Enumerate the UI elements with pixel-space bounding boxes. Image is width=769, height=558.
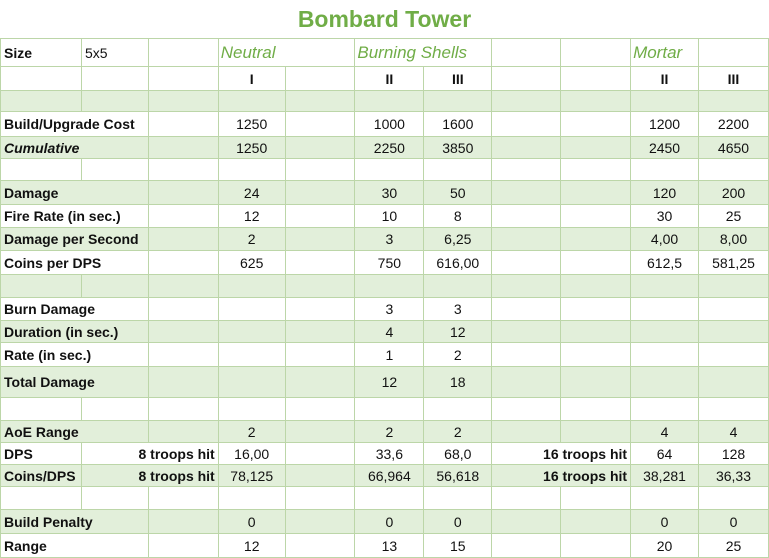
build-penalty-m2: 0 <box>631 510 699 534</box>
aoe-coins-n1: 78,125 <box>218 465 285 487</box>
aoe-coins-m2: 38,281 <box>631 465 699 487</box>
fire-rate-b2: 10 <box>355 205 424 228</box>
range-n1: 12 <box>218 534 285 558</box>
build-cost-m3: 2200 <box>699 112 769 137</box>
aoe-range-n1: 2 <box>218 421 285 443</box>
total-damage-b2: 12 <box>355 367 424 398</box>
aoe-dps-mortar-sub: 16 troops hit <box>492 443 631 465</box>
total-damage-b3: 18 <box>424 367 492 398</box>
build-penalty-b2: 0 <box>355 510 424 534</box>
level-neutral-1: I <box>218 67 285 91</box>
burn-damage-b2: 3 <box>355 298 424 321</box>
build-cost-m2: 1200 <box>631 112 699 137</box>
table-row <box>1 112 769 137</box>
dps-label: Damage per Second <box>1 228 149 251</box>
aoe-range-m3: 4 <box>699 421 769 443</box>
duration-b2: 4 <box>355 321 424 343</box>
aoe-dps-label: DPS <box>1 443 82 465</box>
build-penalty-m3: 0 <box>699 510 769 534</box>
fire-rate-n1: 12 <box>218 205 285 228</box>
table-row <box>1 534 769 558</box>
cumulative-label: Cumulative <box>1 137 149 159</box>
table-row <box>1 465 769 487</box>
size-value: 5x5 <box>81 39 148 67</box>
cumulative-n1: 1250 <box>218 137 285 159</box>
aoe-range-b2: 2 <box>355 421 424 443</box>
table-row <box>1 137 769 159</box>
coins-per-dps-label: Coins per DPS <box>1 251 149 275</box>
aoe-coins-m3: 36,33 <box>699 465 769 487</box>
dps-b3: 6,25 <box>424 228 492 251</box>
fire-rate-b3: 8 <box>424 205 492 228</box>
cumulative-b2: 2250 <box>355 137 424 159</box>
group-mortar: Mortar <box>631 39 699 67</box>
table-row <box>1 343 769 367</box>
aoe-dps-n1: 16,00 <box>218 443 285 465</box>
coins-per-dps-n1: 625 <box>218 251 285 275</box>
table-row <box>1 398 769 421</box>
level-mortar-2: II <box>631 67 699 91</box>
level-burning-2: II <box>355 67 424 91</box>
aoe-dps-m2: 64 <box>631 443 699 465</box>
rate-b3: 2 <box>424 343 492 367</box>
table-row <box>1 181 769 205</box>
dps-b2: 3 <box>355 228 424 251</box>
table-row <box>1 91 769 112</box>
sheet-title: Bombard Tower <box>297 6 472 32</box>
coins-per-dps-b3: 616,00 <box>424 251 492 275</box>
aoe-range-label: AoE Range <box>1 421 149 443</box>
range-b2: 13 <box>355 534 424 558</box>
range-label: Range <box>1 534 149 558</box>
stats-table <box>0 38 769 558</box>
build-penalty-b3: 0 <box>424 510 492 534</box>
damage-m2: 120 <box>631 181 699 205</box>
burn-damage-label: Burn Damage <box>1 298 149 321</box>
fire-rate-label: Fire Rate (in sec.) <box>1 205 149 228</box>
build-penalty-label: Build Penalty <box>1 510 149 534</box>
total-damage-label: Total Damage <box>1 367 149 398</box>
coins-per-dps-m3: 581,25 <box>699 251 769 275</box>
level-burning-3: III <box>424 67 492 91</box>
build-cost-b2: 1000 <box>355 112 424 137</box>
table-row <box>1 228 769 251</box>
rate-label: Rate (in sec.) <box>1 343 149 367</box>
group-burning-shells: Burning Shells <box>355 39 492 67</box>
dps-n1: 2 <box>218 228 285 251</box>
aoe-coins-label: Coins/DPS <box>1 465 82 487</box>
aoe-coins-b2: 66,964 <box>355 465 424 487</box>
table-row <box>1 275 769 298</box>
aoe-range-b3: 2 <box>424 421 492 443</box>
range-m3: 25 <box>699 534 769 558</box>
damage-label: Damage <box>1 181 149 205</box>
build-cost-label: Build/Upgrade Cost <box>1 112 149 137</box>
table-row <box>1 67 769 91</box>
dps-m2: 4,00 <box>631 228 699 251</box>
range-b3: 15 <box>424 534 492 558</box>
build-cost-n1: 1250 <box>218 112 285 137</box>
cumulative-m3: 4650 <box>699 137 769 159</box>
fire-rate-m2: 30 <box>631 205 699 228</box>
damage-n1: 24 <box>218 181 285 205</box>
cumulative-m2: 2450 <box>631 137 699 159</box>
cumulative-b3: 3850 <box>424 137 492 159</box>
coins-per-dps-b2: 750 <box>355 251 424 275</box>
build-penalty-n1: 0 <box>218 510 285 534</box>
aoe-range-m2: 4 <box>631 421 699 443</box>
table-row <box>1 159 769 181</box>
table-row <box>1 251 769 275</box>
table-row <box>1 510 769 534</box>
size-label: Size <box>1 39 82 67</box>
fire-rate-m3: 25 <box>699 205 769 228</box>
level-mortar-3: III <box>699 67 769 91</box>
burn-damage-b3: 3 <box>424 298 492 321</box>
coins-per-dps-m2: 612,5 <box>631 251 699 275</box>
table-row <box>1 39 769 67</box>
aoe-coins-mortar-sub: 16 troops hit <box>492 465 631 487</box>
rate-b2: 1 <box>355 343 424 367</box>
table-row <box>1 443 769 465</box>
table-row <box>1 298 769 321</box>
duration-label: Duration (in sec.) <box>1 321 149 343</box>
duration-b3: 12 <box>424 321 492 343</box>
table-row <box>1 321 769 343</box>
aoe-dps-b2: 33,6 <box>355 443 424 465</box>
damage-b3: 50 <box>424 181 492 205</box>
group-neutral: Neutral <box>218 39 355 67</box>
aoe-dps-neutral-sub: 8 troops hit <box>81 443 218 465</box>
damage-b2: 30 <box>355 181 424 205</box>
aoe-coins-b3: 56,618 <box>424 465 492 487</box>
table-row <box>1 205 769 228</box>
aoe-dps-b3: 68,0 <box>424 443 492 465</box>
table-row <box>1 487 769 510</box>
range-m2: 20 <box>631 534 699 558</box>
table-row <box>1 367 769 398</box>
dps-m3: 8,00 <box>699 228 769 251</box>
aoe-coins-neutral-sub: 8 troops hit <box>81 465 218 487</box>
table-row <box>1 421 769 443</box>
build-cost-b3: 1600 <box>424 112 492 137</box>
damage-m3: 200 <box>699 181 769 205</box>
aoe-dps-m3: 128 <box>699 443 769 465</box>
